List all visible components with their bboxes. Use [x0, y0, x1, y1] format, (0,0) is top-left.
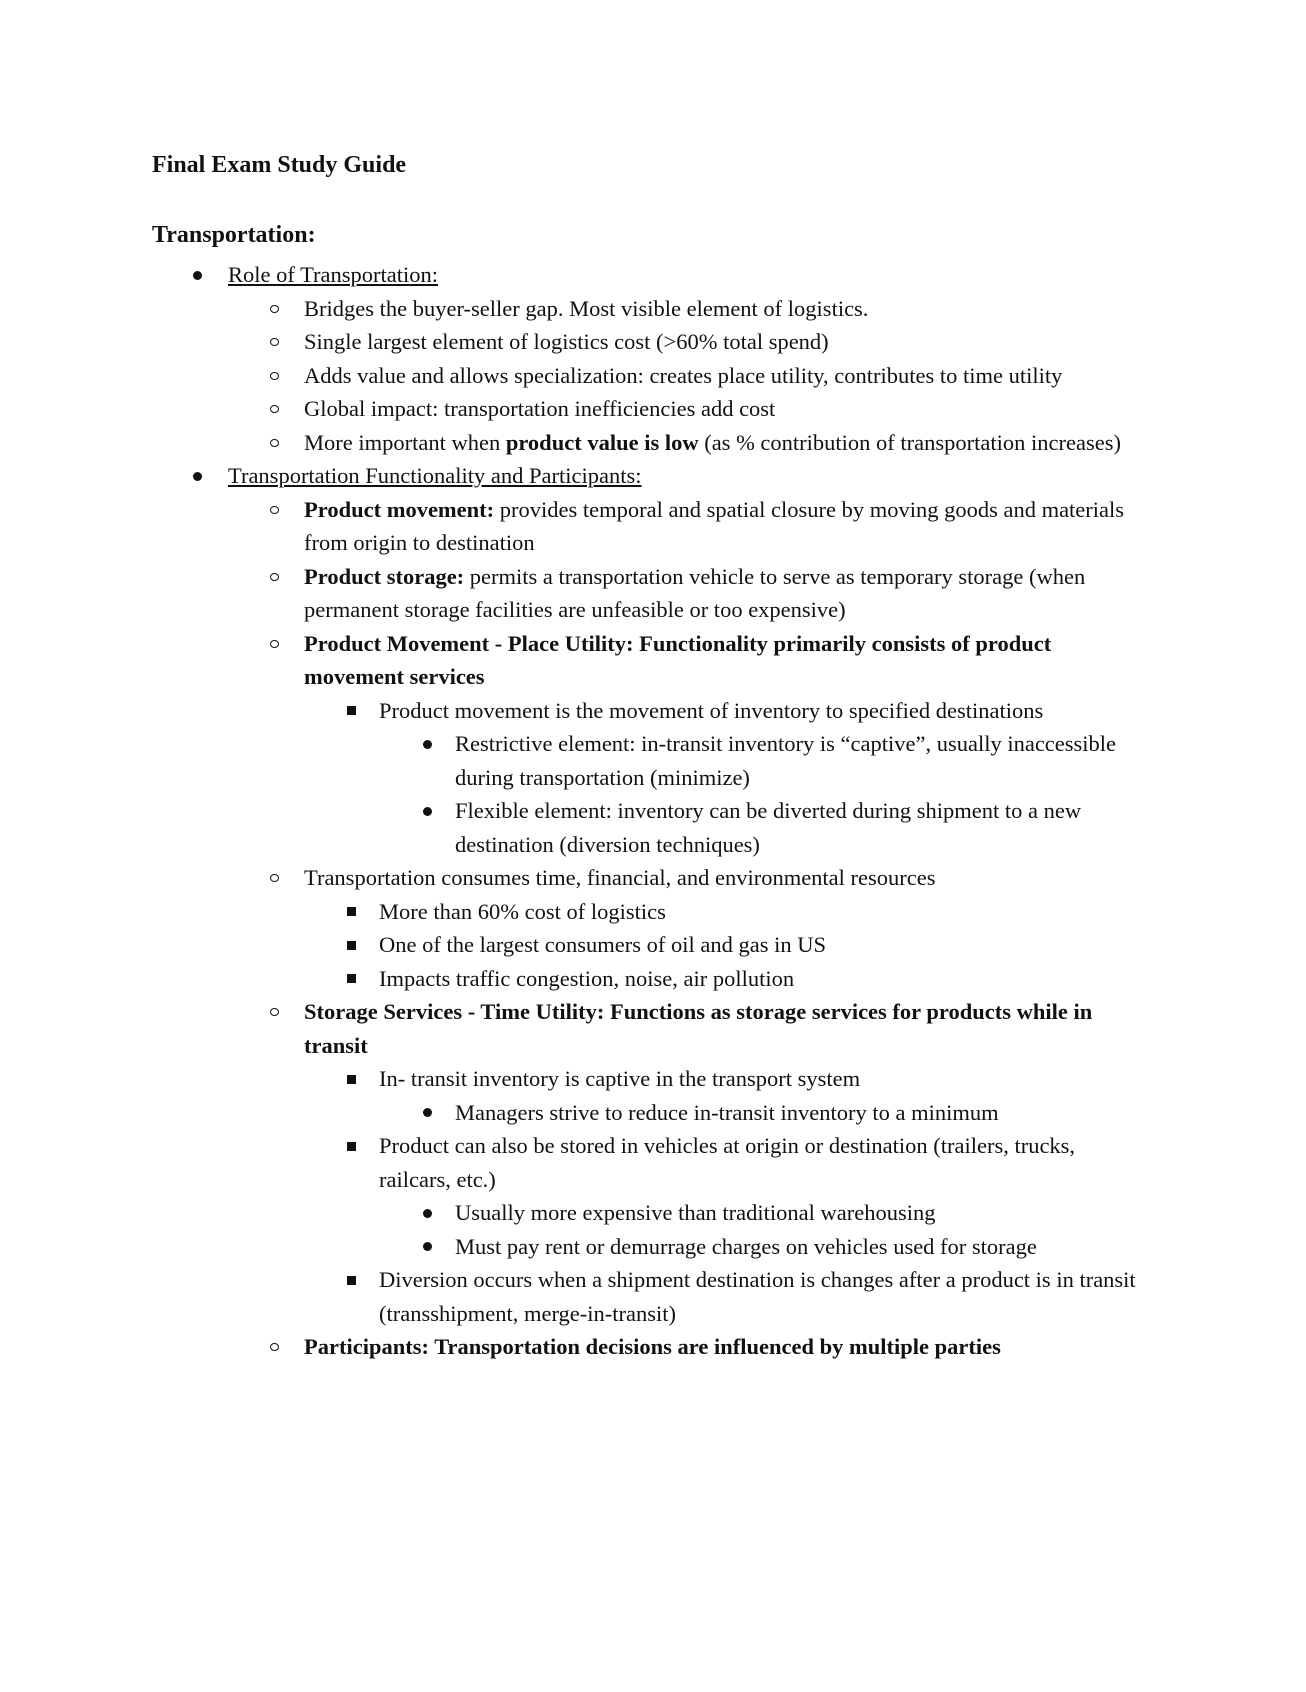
- bullet-icon: [420, 727, 434, 761]
- consumes-text: Transportation consumes time, financial, and environmental resources: [304, 865, 936, 890]
- importance-lead: More important when: [304, 429, 506, 455]
- role-item-text: Adds value and allows specialization: creates place utility, contributes to time utility: [304, 362, 1063, 388]
- consumes-item: More than 60% cost of logistics: [379, 898, 666, 924]
- list-item: [0, 359, 1136, 393]
- list-item: [0, 928, 1147, 962]
- list-item: [0, 560, 1136, 627]
- consumes-item: Impacts traffic congestion, noise, air pollution: [379, 965, 795, 991]
- list-item: [0, 962, 1147, 996]
- role-item-text: Global impact: transportation inefficiencies add cost: [304, 396, 776, 421]
- place-utility-heading: Product Movement - Place Utility: Functionality primarily consists of product movement services: [304, 630, 1052, 689]
- list-item: [0, 1230, 1127, 1264]
- consumes-item: One of the largest consumers of oil and gas in US: [379, 932, 827, 957]
- list-item: [0, 493, 1136, 560]
- circle-bullet-icon: [267, 359, 281, 393]
- square-bullet-icon: [344, 1263, 358, 1297]
- place-utility-subitem: Restrictive element: in-transit inventory is “captive”, usually inaccessible during transportation (minimize): [455, 731, 1117, 790]
- role-item-text: Bridges the buyer-seller gap. Most visible element of logistics.: [304, 295, 869, 321]
- square-bullet-icon: [344, 1062, 358, 1096]
- storage-label: Product storage:: [304, 563, 465, 589]
- circle-bullet-icon: [267, 426, 281, 460]
- list-item: [0, 1062, 1147, 1096]
- role-item-text: Single largest element of logistics cost (>60% total spend): [304, 329, 829, 354]
- importance-tail: (as % contribution of transportation increases): [698, 429, 1121, 455]
- storage-services-item: Product can also be stored in vehicles at origin or destination (trailers, trucks, railcars, etc.): [379, 1133, 1076, 1192]
- storage-services-item: Diversion occurs when a shipment destination is changes after a product is in transit (transshipment, merge-in-transit): [379, 1267, 1136, 1326]
- circle-bullet-icon: [267, 325, 281, 359]
- list-item: [0, 727, 1127, 794]
- list-item: [0, 1196, 1127, 1230]
- storage-services-heading: Storage Services - Time Utility: Functions as storage services for products while in transit: [304, 999, 1093, 1058]
- list-item: [0, 292, 1136, 326]
- bullet-icon: [420, 794, 434, 828]
- circle-bullet-icon: [267, 560, 281, 594]
- circle-bullet-icon: [267, 861, 281, 895]
- circle-bullet-icon: [267, 627, 281, 661]
- section-heading: Transportation:: [152, 222, 316, 248]
- square-bullet-icon: [344, 928, 358, 962]
- list-item: [0, 1330, 1136, 1364]
- list-item: [0, 1263, 1147, 1330]
- circle-bullet-icon: [267, 1330, 281, 1364]
- circle-bullet-icon: [267, 292, 281, 326]
- list-item: [0, 459, 1306, 493]
- document-title: Final Exam Study Guide: [152, 152, 407, 178]
- list-item: [0, 794, 1127, 861]
- bullet-icon: [190, 258, 204, 292]
- bullet-icon: [420, 1096, 434, 1130]
- movement-label: Product movement:: [304, 496, 495, 522]
- functionality-heading: Transportation Functionality and Participants:: [228, 463, 642, 488]
- list-item: [0, 1096, 1127, 1130]
- circle-bullet-icon: [267, 995, 281, 1029]
- role-heading: Role of Transportation:: [228, 262, 439, 287]
- list-item: [0, 325, 1136, 359]
- square-bullet-icon: [344, 895, 358, 929]
- list-item: [0, 426, 1136, 460]
- bullet-icon: [190, 459, 204, 493]
- square-bullet-icon: [344, 962, 358, 996]
- outline-list: [0, 258, 1306, 1364]
- list-item: [0, 694, 1147, 728]
- circle-bullet-icon: [267, 493, 281, 527]
- list-item: [0, 895, 1147, 929]
- movement-text: provides temporal and spatial closure by moving goods and materials from origin to destination: [304, 496, 1125, 555]
- place-utility-subitem: Flexible element: inventory can be diverted during shipment to a new destination (diversion techniques): [455, 798, 1082, 857]
- storage-services-subitem: Managers strive to reduce in-transit inventory to a minimum: [455, 1099, 999, 1125]
- participants-heading: Participants: Transportation decisions are influenced by multiple parties: [304, 1334, 1001, 1359]
- square-bullet-icon: [344, 1129, 358, 1163]
- list-item: [0, 995, 1136, 1062]
- list-item: [0, 258, 1306, 292]
- storage-services-item: In- transit inventory is captive in the transport system: [379, 1066, 861, 1091]
- place-utility-item: Product movement is the movement of inventory to specified destinations: [379, 697, 1044, 723]
- square-bullet-icon: [344, 694, 358, 728]
- storage-services-subitem: Usually more expensive than traditional warehousing: [455, 1200, 936, 1225]
- list-item: [0, 861, 1136, 895]
- circle-bullet-icon: [267, 392, 281, 426]
- bullet-icon: [420, 1230, 434, 1264]
- list-item: [0, 627, 1136, 694]
- list-item: [0, 1129, 1147, 1196]
- importance-emphasis: product value is low: [505, 429, 699, 455]
- storage-text: permits a transportation vehicle to serve as temporary storage (when permanent storage facilities are unfeasible or too expensive): [304, 563, 1086, 622]
- storage-services-subitem: Must pay rent or demurrage charges on vehicles used for storage: [455, 1233, 1037, 1259]
- list-item: [0, 392, 1136, 426]
- bullet-icon: [420, 1196, 434, 1230]
